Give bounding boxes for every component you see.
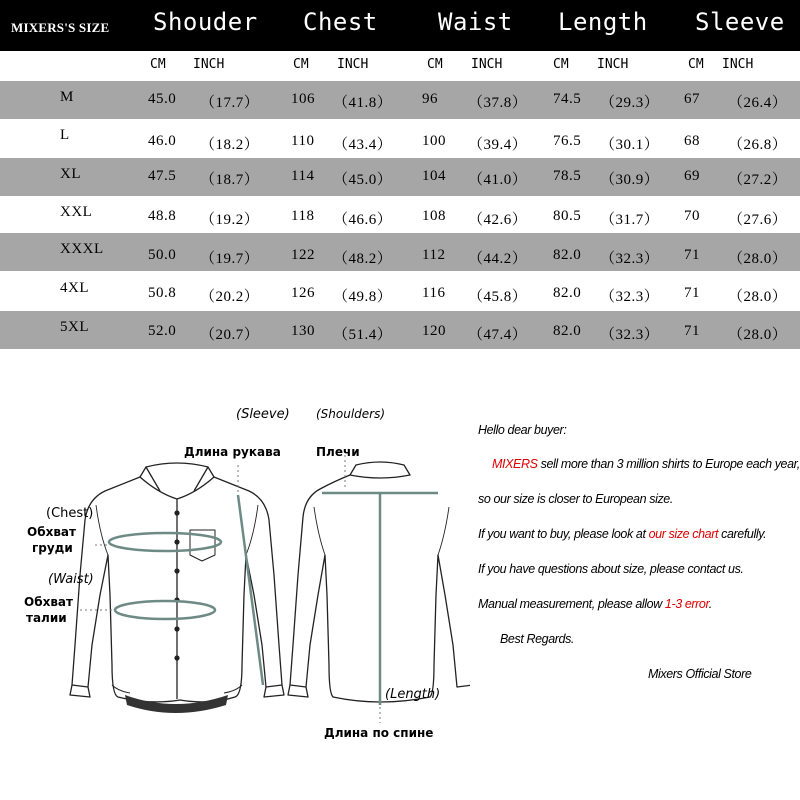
- value-cell: 50.0: [148, 247, 177, 263]
- value-cell: 106: [291, 91, 315, 107]
- unit-inch: INCH: [597, 57, 629, 72]
- note-brand: MIXERS: [492, 457, 538, 471]
- table-row: [0, 311, 800, 349]
- value-cell: 126: [291, 285, 315, 301]
- value-cell: 76.5: [553, 133, 582, 149]
- shoulders-label-ru: Плечи: [316, 445, 360, 459]
- col-sleeve: Sleeve: [695, 8, 785, 36]
- value-cell: 120: [422, 323, 446, 339]
- unit-inch: INCH: [471, 57, 503, 72]
- value-cell: （37.8）: [468, 95, 528, 111]
- col-chest: Chest: [303, 8, 378, 36]
- units-row: [0, 51, 800, 81]
- value-cell: 80.5: [553, 208, 582, 224]
- value-cell: （51.4）: [333, 327, 393, 343]
- unit-inch: INCH: [193, 57, 225, 72]
- value-cell: （41.8）: [333, 95, 393, 111]
- value-cell: 96: [422, 91, 438, 107]
- value-cell: 116: [422, 285, 446, 301]
- note-error-range: 1-3 error: [664, 597, 709, 611]
- value-cell: 78.5: [553, 168, 582, 184]
- waist-measure-line: [115, 601, 215, 619]
- value-cell: （28.0）: [728, 327, 788, 343]
- size-cell: XXL: [60, 204, 93, 220]
- note-line-5: [478, 597, 800, 611]
- note-greeting: Hello dear buyer:: [478, 423, 567, 437]
- value-cell: 45.0: [148, 91, 177, 107]
- value-cell: 47.5: [148, 168, 177, 184]
- value-cell: （48.2）: [333, 251, 393, 267]
- value-cell: （32.3）: [600, 251, 660, 267]
- unit-cm: CM: [553, 57, 569, 72]
- chest-label-ru-1: Обхват: [27, 525, 76, 539]
- note-line-4: If you have questions about size, please contact us.: [478, 562, 744, 576]
- value-cell: 130: [291, 323, 315, 339]
- sleeve-label-en: (Sleeve): [236, 407, 290, 422]
- value-cell: （45.8）: [468, 289, 528, 305]
- value-cell: （17.7）: [200, 95, 260, 111]
- value-cell: （44.2）: [468, 251, 528, 267]
- value-cell: （28.0）: [728, 289, 788, 305]
- value-cell: （19.2）: [200, 212, 260, 228]
- waist-label-ru-1: Обхват: [24, 595, 73, 609]
- value-cell: 82.0: [553, 247, 582, 263]
- chest-measure-line: [109, 533, 221, 551]
- sleeve-label-ru: Длина рукава: [184, 445, 281, 459]
- unit-cm: CM: [427, 57, 443, 72]
- unit-inch: INCH: [337, 57, 369, 72]
- value-cell: （26.4）: [728, 95, 788, 111]
- value-cell: （39.4）: [468, 137, 528, 153]
- table-row: [0, 158, 800, 196]
- value-cell: （47.4）: [468, 327, 528, 343]
- note-line-3: [478, 527, 800, 541]
- value-cell: （32.3）: [600, 289, 660, 305]
- note-regards: Best Regards.: [500, 632, 575, 646]
- size-cell: 4XL: [60, 280, 89, 296]
- value-cell: （29.3）: [600, 95, 660, 111]
- waist-label-en: (Waist): [48, 572, 94, 587]
- value-cell: 68: [684, 133, 700, 149]
- col-shoulder: Shouder: [153, 8, 258, 36]
- size-cell: XL: [60, 166, 81, 182]
- value-cell: （20.2）: [200, 289, 260, 305]
- note-line-2: so our size is closer to European size.: [478, 492, 673, 506]
- value-cell: 71: [684, 247, 700, 263]
- unit-inch: INCH: [722, 57, 754, 72]
- size-cell: M: [60, 89, 74, 105]
- unit-cm: CM: [293, 57, 309, 72]
- size-cell: XXXL: [60, 241, 104, 257]
- note-size-chart: our size chart: [648, 527, 719, 541]
- value-cell: （30.9）: [600, 172, 660, 188]
- value-cell: 71: [684, 285, 700, 301]
- waist-label-ru-2: талии: [26, 611, 67, 625]
- note-line-1: [492, 457, 800, 471]
- length-label-en: (Length): [385, 687, 441, 702]
- value-cell: （18.2）: [200, 137, 260, 153]
- value-cell: （45.0）: [333, 172, 393, 188]
- table-row: [0, 196, 800, 234]
- chest-label-en: (Chest): [46, 506, 94, 521]
- note-line-5-a: Manual measurement, please allow: [478, 597, 665, 611]
- table-row: [0, 272, 800, 310]
- value-cell: 50.8: [148, 285, 177, 301]
- brand-label: MIXERS'S SIZE: [11, 20, 110, 35]
- value-cell: 108: [422, 208, 446, 224]
- value-cell: 67: [684, 91, 700, 107]
- value-cell: 46.0: [148, 133, 177, 149]
- note-line-3-b: carefully.: [718, 527, 767, 541]
- note-line-3-a: If you want to buy, please look at: [478, 527, 649, 541]
- shoulders-label-en: (Shoulders): [316, 407, 386, 421]
- value-cell: （27.6）: [728, 212, 788, 228]
- table-row: [0, 233, 800, 271]
- value-cell: 71: [684, 323, 700, 339]
- size-cell: L: [60, 127, 70, 143]
- value-cell: 70: [684, 208, 700, 224]
- value-cell: 74.5: [553, 91, 582, 107]
- note-line-1-rest: sell more than 3 million shirts to Europe each year,: [537, 457, 800, 471]
- value-cell: 118: [291, 208, 315, 224]
- value-cell: （26.8）: [728, 137, 788, 153]
- value-cell: （31.7）: [600, 212, 660, 228]
- value-cell: （42.6）: [468, 212, 528, 228]
- value-cell: 52.0: [148, 323, 177, 339]
- value-cell: （27.2）: [728, 172, 788, 188]
- table-row: [0, 119, 800, 157]
- size-cell: 5XL: [60, 319, 89, 335]
- value-cell: （49.8）: [333, 289, 393, 305]
- value-cell: 104: [422, 168, 446, 184]
- value-cell: （41.0）: [468, 172, 528, 188]
- table-row: [0, 81, 800, 119]
- col-waist: Waist: [438, 8, 513, 36]
- value-cell: 110: [291, 133, 315, 149]
- value-cell: （46.6）: [333, 212, 393, 228]
- col-length: Length: [558, 8, 648, 36]
- value-cell: 122: [291, 247, 315, 263]
- value-cell: 48.8: [148, 208, 177, 224]
- value-cell: 100: [422, 133, 446, 149]
- value-cell: 69: [684, 168, 700, 184]
- note-store: Mixers Official Store: [648, 667, 752, 681]
- value-cell: （32.3）: [600, 327, 660, 343]
- length-label-ru: Длина по спине: [324, 726, 434, 740]
- table-header: [0, 0, 800, 51]
- value-cell: （43.4）: [333, 137, 393, 153]
- value-cell: （18.7）: [200, 172, 260, 188]
- unit-cm: CM: [150, 57, 166, 72]
- value-cell: （20.7）: [200, 327, 260, 343]
- value-cell: （30.1）: [600, 137, 660, 153]
- value-cell: 112: [422, 247, 446, 263]
- chest-label-ru-2: груди: [32, 541, 73, 555]
- value-cell: 82.0: [553, 285, 582, 301]
- note-line-5-b: .: [708, 597, 712, 611]
- value-cell: （28.0）: [728, 251, 788, 267]
- measurement-diagram: [0, 395, 470, 755]
- value-cell: （19.7）: [200, 251, 260, 267]
- value-cell: 114: [291, 168, 315, 184]
- unit-cm: CM: [688, 57, 704, 72]
- front-collar: [140, 463, 214, 499]
- value-cell: 82.0: [553, 323, 582, 339]
